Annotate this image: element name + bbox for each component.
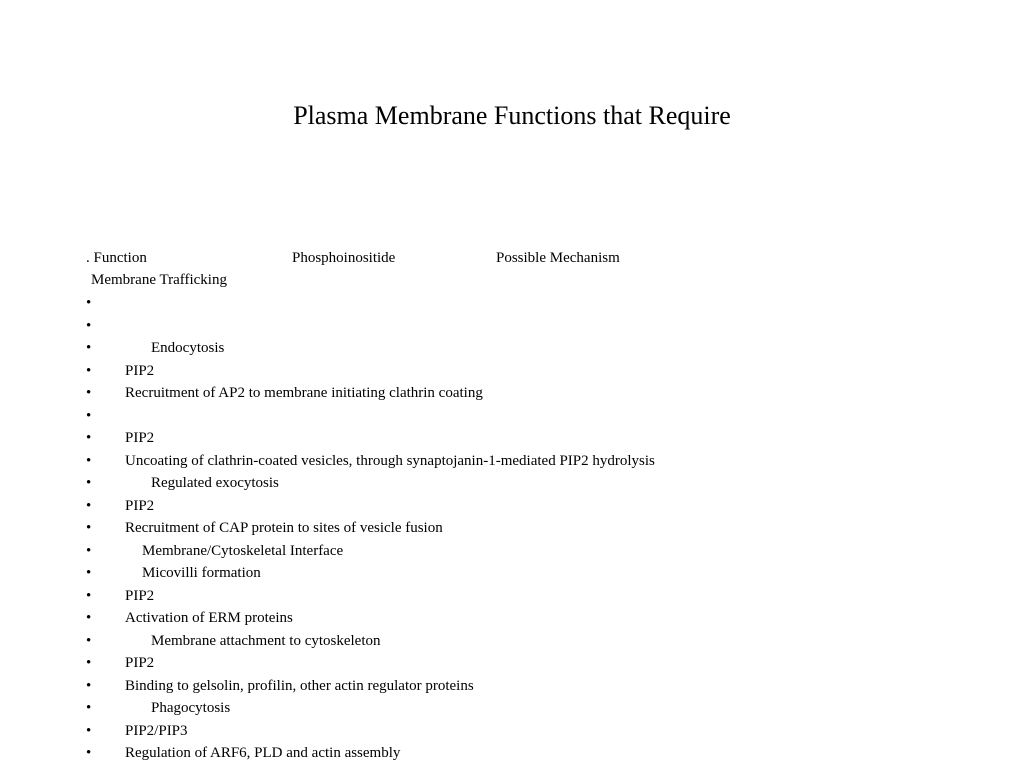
bullet-icon: •	[86, 587, 92, 604]
section-title: Membrane Trafficking	[91, 272, 227, 288]
bullet-icon: •	[86, 565, 92, 581]
list-item-text: Regulated exocytosis	[151, 475, 279, 491]
list-item-text: PIP2	[125, 497, 155, 514]
list-item-text: Membrane attachment to cytoskeleton	[151, 632, 381, 649]
bullet-icon: •	[86, 317, 92, 334]
bullet-icon: •	[86, 610, 92, 626]
list-item-text: Membrane/Cytoskeletal Interface	[142, 542, 344, 559]
bullet-icon: •	[86, 362, 92, 379]
list-item-text: PIP2	[125, 430, 155, 446]
list-item-text: PIP2	[125, 655, 155, 671]
slide-title: Plasma Membrane Functions that Require	[293, 101, 731, 130]
bullet-icon: •	[86, 407, 92, 424]
bullet-icon: •	[86, 385, 92, 401]
bullet-icon: •	[86, 452, 92, 469]
list-item-text: Phagocytosis	[151, 700, 231, 716]
header-phosphoinositide: Phosphoinositide	[292, 250, 396, 266]
header-possible-mechanism: Possible Mechanism	[496, 250, 620, 266]
bullet-icon: •	[86, 497, 92, 514]
bullet-icon: •	[86, 430, 92, 446]
bullet-icon: •	[86, 340, 92, 356]
bullet-icon: •	[86, 632, 92, 649]
list-item-text: PIP2/PIP3	[125, 722, 188, 739]
list-item-text: Regulation of ARF6, PLD and actin assembly	[125, 745, 401, 761]
bullet-icon: •	[86, 722, 92, 739]
list-item-text: Recruitment of AP2 to membrane initiating clathrin coating	[125, 385, 483, 401]
list-item-text: Activation of ERM proteins	[125, 610, 293, 626]
list-item-text: Recruitment of CAP protein to sites of vesicle fusion	[125, 520, 443, 536]
list-item-text: PIP2	[125, 362, 155, 379]
header-function: . Function	[86, 250, 147, 266]
list-item-text: Uncoating of clathrin-coated vesicles, through synaptojanin-1-mediated PIP2 hydrolysis	[125, 452, 655, 469]
bullet-icon: •	[86, 295, 92, 311]
bullet-icon: •	[86, 475, 92, 491]
table-header-row	[86, 248, 786, 268]
list-item-text: Binding to gelsolin, profilin, other actin regulator proteins	[125, 677, 474, 694]
bullet-icon: •	[86, 677, 92, 694]
list-item-text: PIP2	[125, 587, 155, 604]
bullet-icon: •	[86, 542, 92, 559]
bullet-icon: •	[86, 655, 92, 671]
bullet-icon: •	[86, 700, 92, 716]
list-item-text: Endocytosis	[151, 340, 225, 356]
bullet-icon: •	[86, 520, 92, 536]
bullet-icon: •	[86, 745, 92, 761]
list-item-text: Micovilli formation	[142, 565, 261, 581]
